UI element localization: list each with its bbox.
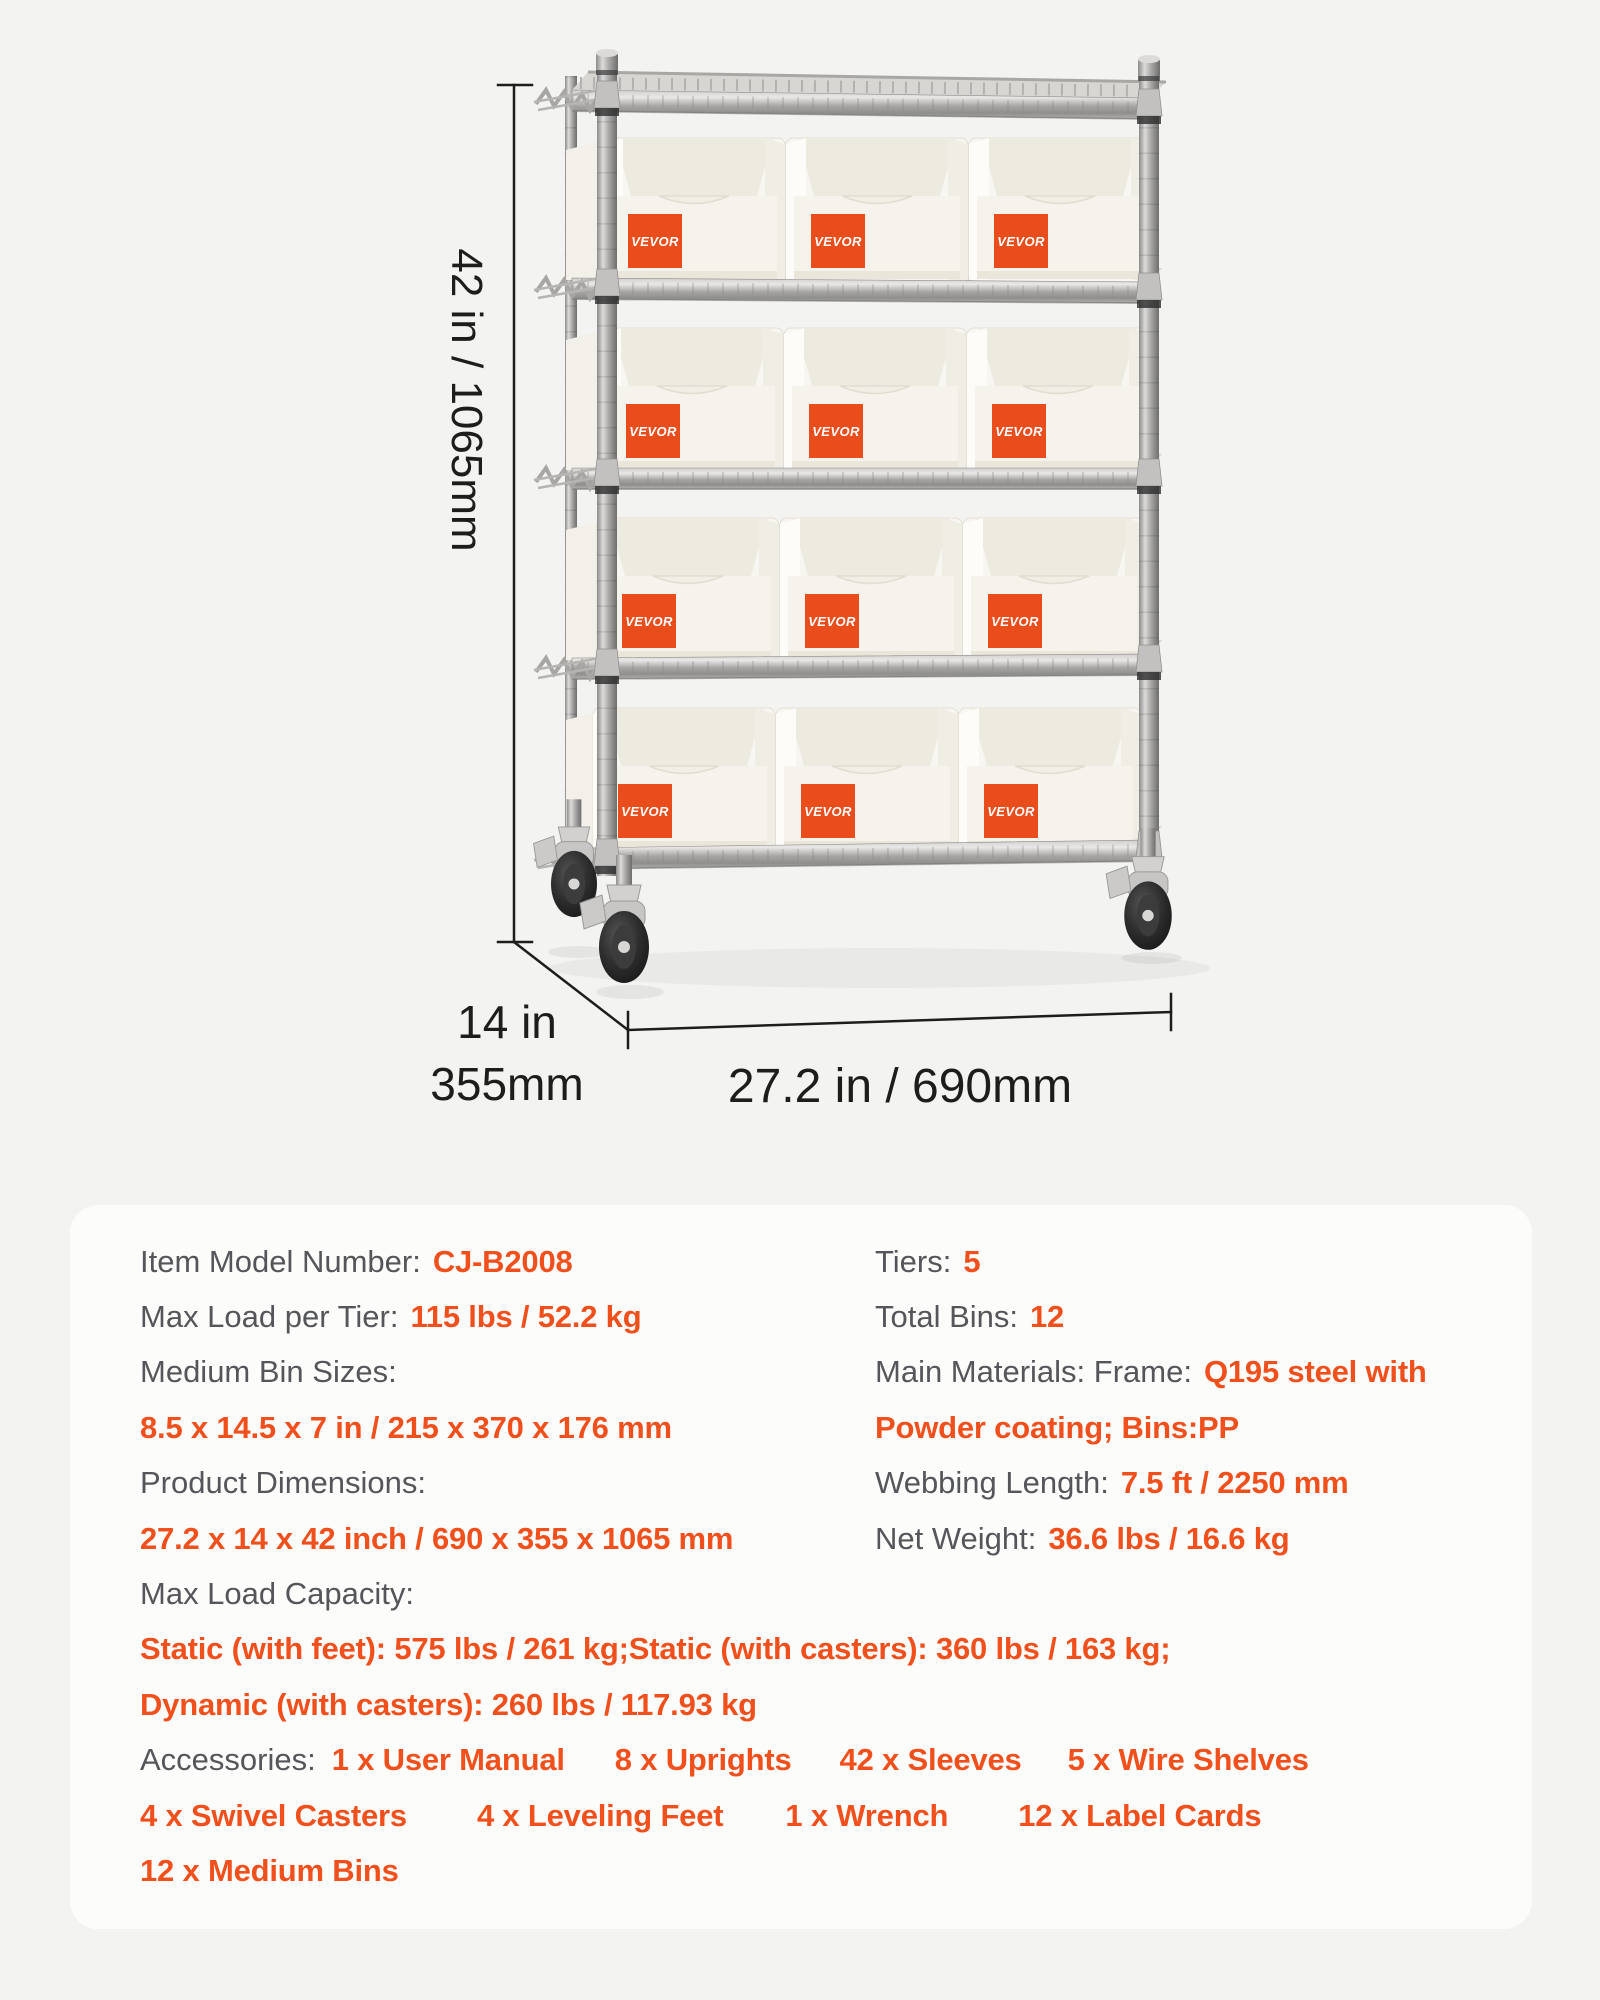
shelf-3 bbox=[534, 468, 1150, 489]
spec-label: Net Weight: bbox=[875, 1520, 1037, 1556]
spec-label: Main Materials: Frame: bbox=[875, 1354, 1192, 1390]
spec-value: 115 lbs / 52.2 kg bbox=[410, 1299, 642, 1335]
bin-label: VEVOR bbox=[621, 804, 669, 819]
spec-row-net-weight bbox=[875, 1511, 1427, 1566]
bin-label: VEVOR bbox=[812, 424, 860, 439]
shelf-1 bbox=[534, 72, 1166, 119]
spec-row-max-load-capacity-label bbox=[140, 1566, 1309, 1621]
post-cap-right bbox=[1138, 55, 1160, 81]
spec-value: 8.5 x 14.5 x 7 in / 215 x 370 x 176 mm bbox=[140, 1409, 672, 1445]
depth-dimension-label-line1: 14 in bbox=[457, 996, 557, 1048]
bin-label: VEVOR bbox=[631, 234, 679, 249]
spec-value: CJ-B2008 bbox=[432, 1243, 573, 1279]
spec-row-dynamic-load bbox=[140, 1677, 1309, 1732]
accessory-item: 12 x Label Cards bbox=[1018, 1797, 1262, 1833]
spec-label: Tiers: bbox=[875, 1243, 952, 1279]
floor-shadow bbox=[550, 948, 1210, 988]
spec-row-total-bins bbox=[875, 1289, 1427, 1344]
spec-row-tiers bbox=[875, 1234, 1427, 1289]
spec-panel bbox=[70, 1205, 1532, 1929]
accessory-item: 1 x User Manual bbox=[331, 1742, 565, 1778]
bin-label: VEVOR bbox=[808, 614, 856, 629]
bins-row-2 bbox=[566, 328, 1149, 472]
spec-row-materials-1 bbox=[875, 1345, 1427, 1400]
spec-column-right bbox=[875, 1234, 1427, 1566]
bin-label: VEVOR bbox=[995, 424, 1043, 439]
spec-value: Q195 steel with bbox=[1203, 1354, 1427, 1390]
spec-label: Total Bins: bbox=[875, 1299, 1019, 1335]
spec-row-accessories-3 bbox=[140, 1843, 1309, 1898]
spec-label: Max Load per Tier: bbox=[140, 1299, 399, 1335]
bin-label: VEVOR bbox=[997, 234, 1045, 249]
spec-value: 27.2 x 14 x 42 inch / 690 x 355 x 1065 mm bbox=[140, 1520, 734, 1556]
spec-row-materials-2 bbox=[875, 1400, 1427, 1455]
accessory-item: 12 x Medium Bins bbox=[140, 1852, 399, 1888]
spec-label: Accessories: bbox=[140, 1742, 316, 1778]
bins-row-3 bbox=[566, 518, 1145, 662]
spec-value: 7.5 ft / 2250 mm bbox=[1120, 1465, 1349, 1501]
spec-label: Webbing Length: bbox=[875, 1465, 1109, 1501]
bin-label: VEVOR bbox=[804, 804, 852, 819]
spec-row-accessories-1 bbox=[140, 1733, 1309, 1788]
spec-value: Powder coating; Bins:PP bbox=[875, 1409, 1239, 1445]
spec-label: Item Model Number: bbox=[140, 1243, 421, 1279]
accessory-item: 1 x Wrench bbox=[785, 1797, 949, 1833]
spec-label: Medium Bin Sizes: bbox=[140, 1354, 397, 1390]
spec-row-accessories-2 bbox=[140, 1788, 1309, 1843]
shelf-4 bbox=[534, 654, 1150, 679]
accessory-item: 4 x Swivel Casters bbox=[140, 1797, 407, 1833]
spec-value: 36.6 lbs / 16.6 kg bbox=[1048, 1520, 1290, 1556]
spec-row-webbing bbox=[875, 1456, 1427, 1511]
spec-value: Dynamic (with casters): 260 lbs / 117.93 kg bbox=[140, 1686, 757, 1722]
bin-label: VEVOR bbox=[625, 614, 673, 629]
bin-label: VEVOR bbox=[629, 424, 677, 439]
accessory-item: 42 x Sleeves bbox=[839, 1742, 1022, 1778]
spec-value: Static (with feet): 575 lbs / 261 kg;Static (with casters): 360 lbs / 163 kg; bbox=[140, 1631, 1171, 1667]
spec-value: 5 bbox=[963, 1243, 981, 1279]
depth-dimension-label-line2: 355mm bbox=[430, 1058, 584, 1110]
bin-label: VEVOR bbox=[987, 804, 1035, 819]
spec-label: Max Load Capacity: bbox=[140, 1576, 414, 1612]
spec-value: 12 bbox=[1030, 1299, 1065, 1335]
shelf-2 bbox=[534, 278, 1150, 303]
spec-row-static-load bbox=[140, 1622, 1309, 1677]
bin-label: VEVOR bbox=[814, 234, 862, 249]
spec-label: Product Dimensions: bbox=[140, 1465, 427, 1501]
bins-row-1 bbox=[566, 138, 1151, 282]
height-dimension-label: 42 in / 1065mm bbox=[442, 248, 491, 552]
post-cap-left bbox=[596, 49, 618, 75]
bin-label: VEVOR bbox=[991, 614, 1039, 629]
width-dimension-label: 27.2 in / 690mm bbox=[727, 1060, 1073, 1113]
bins-row-4 bbox=[566, 708, 1141, 852]
accessory-item: 4 x Leveling Feet bbox=[476, 1797, 724, 1833]
accessory-item: 8 x Uprights bbox=[614, 1742, 792, 1778]
accessory-item: 5 x Wire Shelves bbox=[1067, 1742, 1309, 1778]
